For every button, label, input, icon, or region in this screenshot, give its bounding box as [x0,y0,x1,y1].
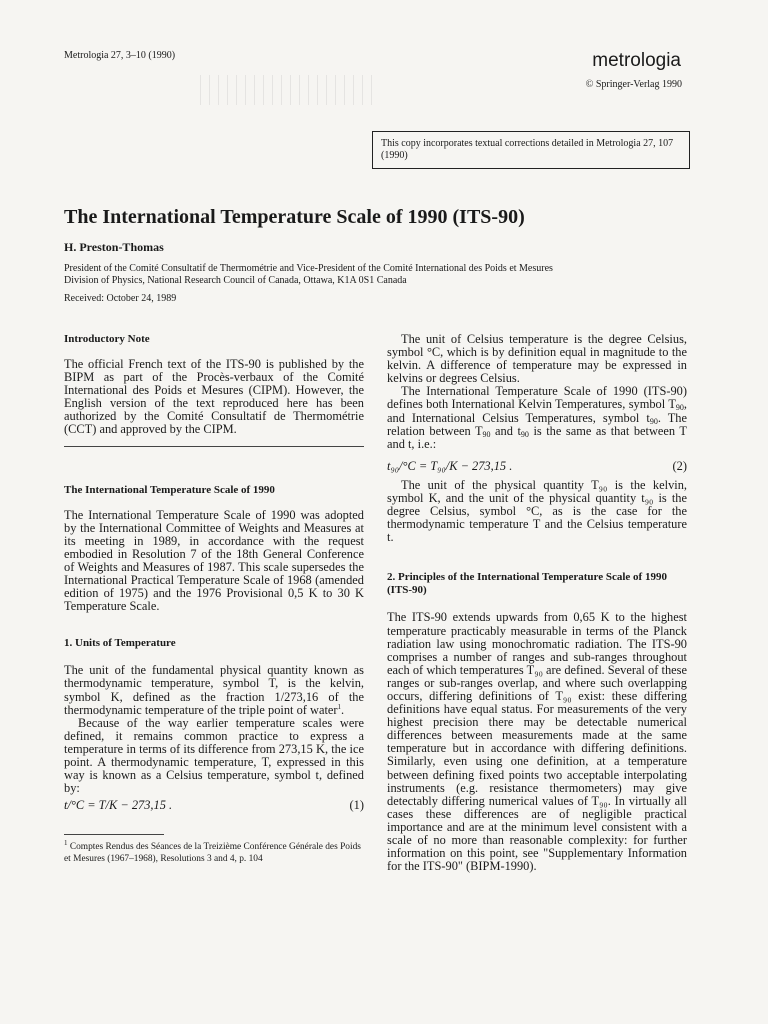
journal-reference: Metrologia 27, 3–10 (1990) [64,50,176,61]
equation-1 [64,799,364,812]
footnote-mark: 1 [64,838,68,847]
right-column [387,333,687,873]
units-paragraph-2: Because of the way earlier temperature scales were defined, it remains common practice to express a temperature in terms of its difference from 273,15 K, the ice point. A thermodynamic temperature, T, expressed in this way is known as a Celsius temperature, symbol t, defined by: [64,715,364,796]
principles-heading: 2. Principles of the International Temperature Scale of 1990 (ITS-90) [387,571,667,597]
celsius-paragraph-1: The unit of Celsius temperature is the degree Celsius, symbol °C, which is by definition equal in magnitude to the kelvin. A difference of temperature may be expressed in kelvins or degrees Celsius. [387,332,687,386]
principles-paragraph: The ITS-90 extends upwards from 0,65 K to the highest temperature practicably measurable in terms of the Planck radiation law using monochromatic radiation. The ITS-90 comprises a number of ranges and sub-ranges throughout each of which temperatures T₉₀ are defined. Several of these ranges or sub-ranges overlap, and where such overlapping occurs, differing definitions of T₉₀ exist: these differing definitions have equal status. For measurements of the very highest precision there may be detectable numerical differences between measurements made at the same temperature but in accordance with differing definitions. Similarly, even using one definition, at a temperature between defining fixed points two acceptable interpolating instruments (e.g. resistance thermometers) may give detectably differing numerical values of T₉₀. In virtually all cases these differences are of negligible practical importance and are at the minimum level consistent with a scale of no more than reasonable complexity: for further information on this point, see "Supplementary Information for the ITS-90" (BIPM-1990). [387,610,687,874]
celsius-p2-part-c: . The relation between T [387,410,687,438]
intro-paragraph: The official French text of the ITS-90 is published by the BIPM as part of the Procès-verbaux of the Comité International des Poids et Mesures (CIPM). However, the English version of the text reproduced here has been authorized by the Comité Consultatif de Thermométrie (CCT) and approved by the CIPM. [64,357,364,437]
footnote-text: Comptes Rendus des Séances de la Treizième Conférence Générale des Poids et Mesures (1967–1968), Resolutions 3 and 4, p. 104 [64,842,361,864]
celsius-p2-part-e: is the same as that between T and t, i.e.: [387,423,687,451]
subscript-90: 90 [482,429,491,439]
correction-note-box [372,131,690,169]
scan-noise [200,75,380,105]
copyright-line: © Springer-Verlag 1990 [585,79,682,90]
correction-note-text: This copy incorporates textual corrections detailed in Metrologia 27, 107 (1990) [381,138,674,161]
author-name: H. Preston-Thomas [64,240,164,254]
journal-name: metrologia [592,50,681,71]
units90-paragraph: The unit of the physical quantity T₉₀ is the kelvin, symbol K, and the unit of the physical quantity t₉₀ is the degree Celsius, symbol °C, as is the case for the thermodynamic temperature T and the Celsius temperature t. [387,477,687,545]
celsius-p2-part-d: and t [490,423,521,438]
footnote-ref: 1 [337,702,342,711]
subscript-90: 90 [675,403,684,413]
footnote-block [64,834,364,865]
units-paragraph-1-text: The unit of the fundamental physical quantity known as thermodynamic temperature, symbol T, is the kelvin, symbol K, defined as the fraction 1/273,16 of the thermodynamic temperature of the triple point of water [64,663,364,717]
its-paragraph: The International Temperature Scale of 1990 was adopted by the International Committee of Weights and Measures at its meeting in 1989, in accordance with the request embodied in Resolution 7 of the 18th General Conference of Weights and Measures of 1987. This scale supersedes the International Practical Temperature Scale of 1968 (amended edition of 1975) and the 1976 Provisional 0,5 K to 30 K Temperature Scale. [64,507,364,614]
equation-2 [387,460,687,473]
equation-2-text: t₉₀/°C = T₉₀/K − 273,15 . [387,458,513,473]
affiliation [64,263,704,287]
received-date: Received: October 24, 1989 [64,293,177,304]
equation-1-number: (1) [349,798,364,813]
units-heading: 1. Units of Temperature [64,637,176,650]
subscript-90: 90 [649,416,658,426]
equation-1-text: t/°C = T/K − 273,15 . [64,798,173,813]
equation-2-number: (2) [672,458,687,473]
units-paragraph-1: The unit of the fundamental physical quantity known as thermodynamic temperature, symbol T, is the kelvin, symbol K, defined as the fraction 1/273,16 of the thermodynamic temperature of the triple point of water$^1$. [64,663,364,717]
affiliation-line-2: Division of Physics, National Research Council of Canada, Ottawa, K1A 0S1 Canada [64,275,407,286]
celsius-p2-part-a: The International Temperature Scale of 1990 (ITS-90) defines both International Kelvin Temperatures, symbol T [387,384,687,412]
intro-heading: Introductory Note [64,333,150,345]
paper-title: The International Temperature Scale of 1990 (ITS-90) [64,206,525,228]
its-heading: The International Temperature Scale of 1990 [64,483,275,496]
left-column [64,333,364,812]
footnote [64,838,364,865]
affiliation-line-1: President of the Comité Consultatif de Thermométrie and Vice-President of the Comité International des Poids et Mesures [64,263,553,274]
celsius-p2-part-b: , and International Celsius Temperatures, symbol t [387,397,687,425]
subscript-90: 90 [520,429,529,439]
celsius-paragraph-2 [387,385,687,450]
footnote-rule [64,834,164,835]
